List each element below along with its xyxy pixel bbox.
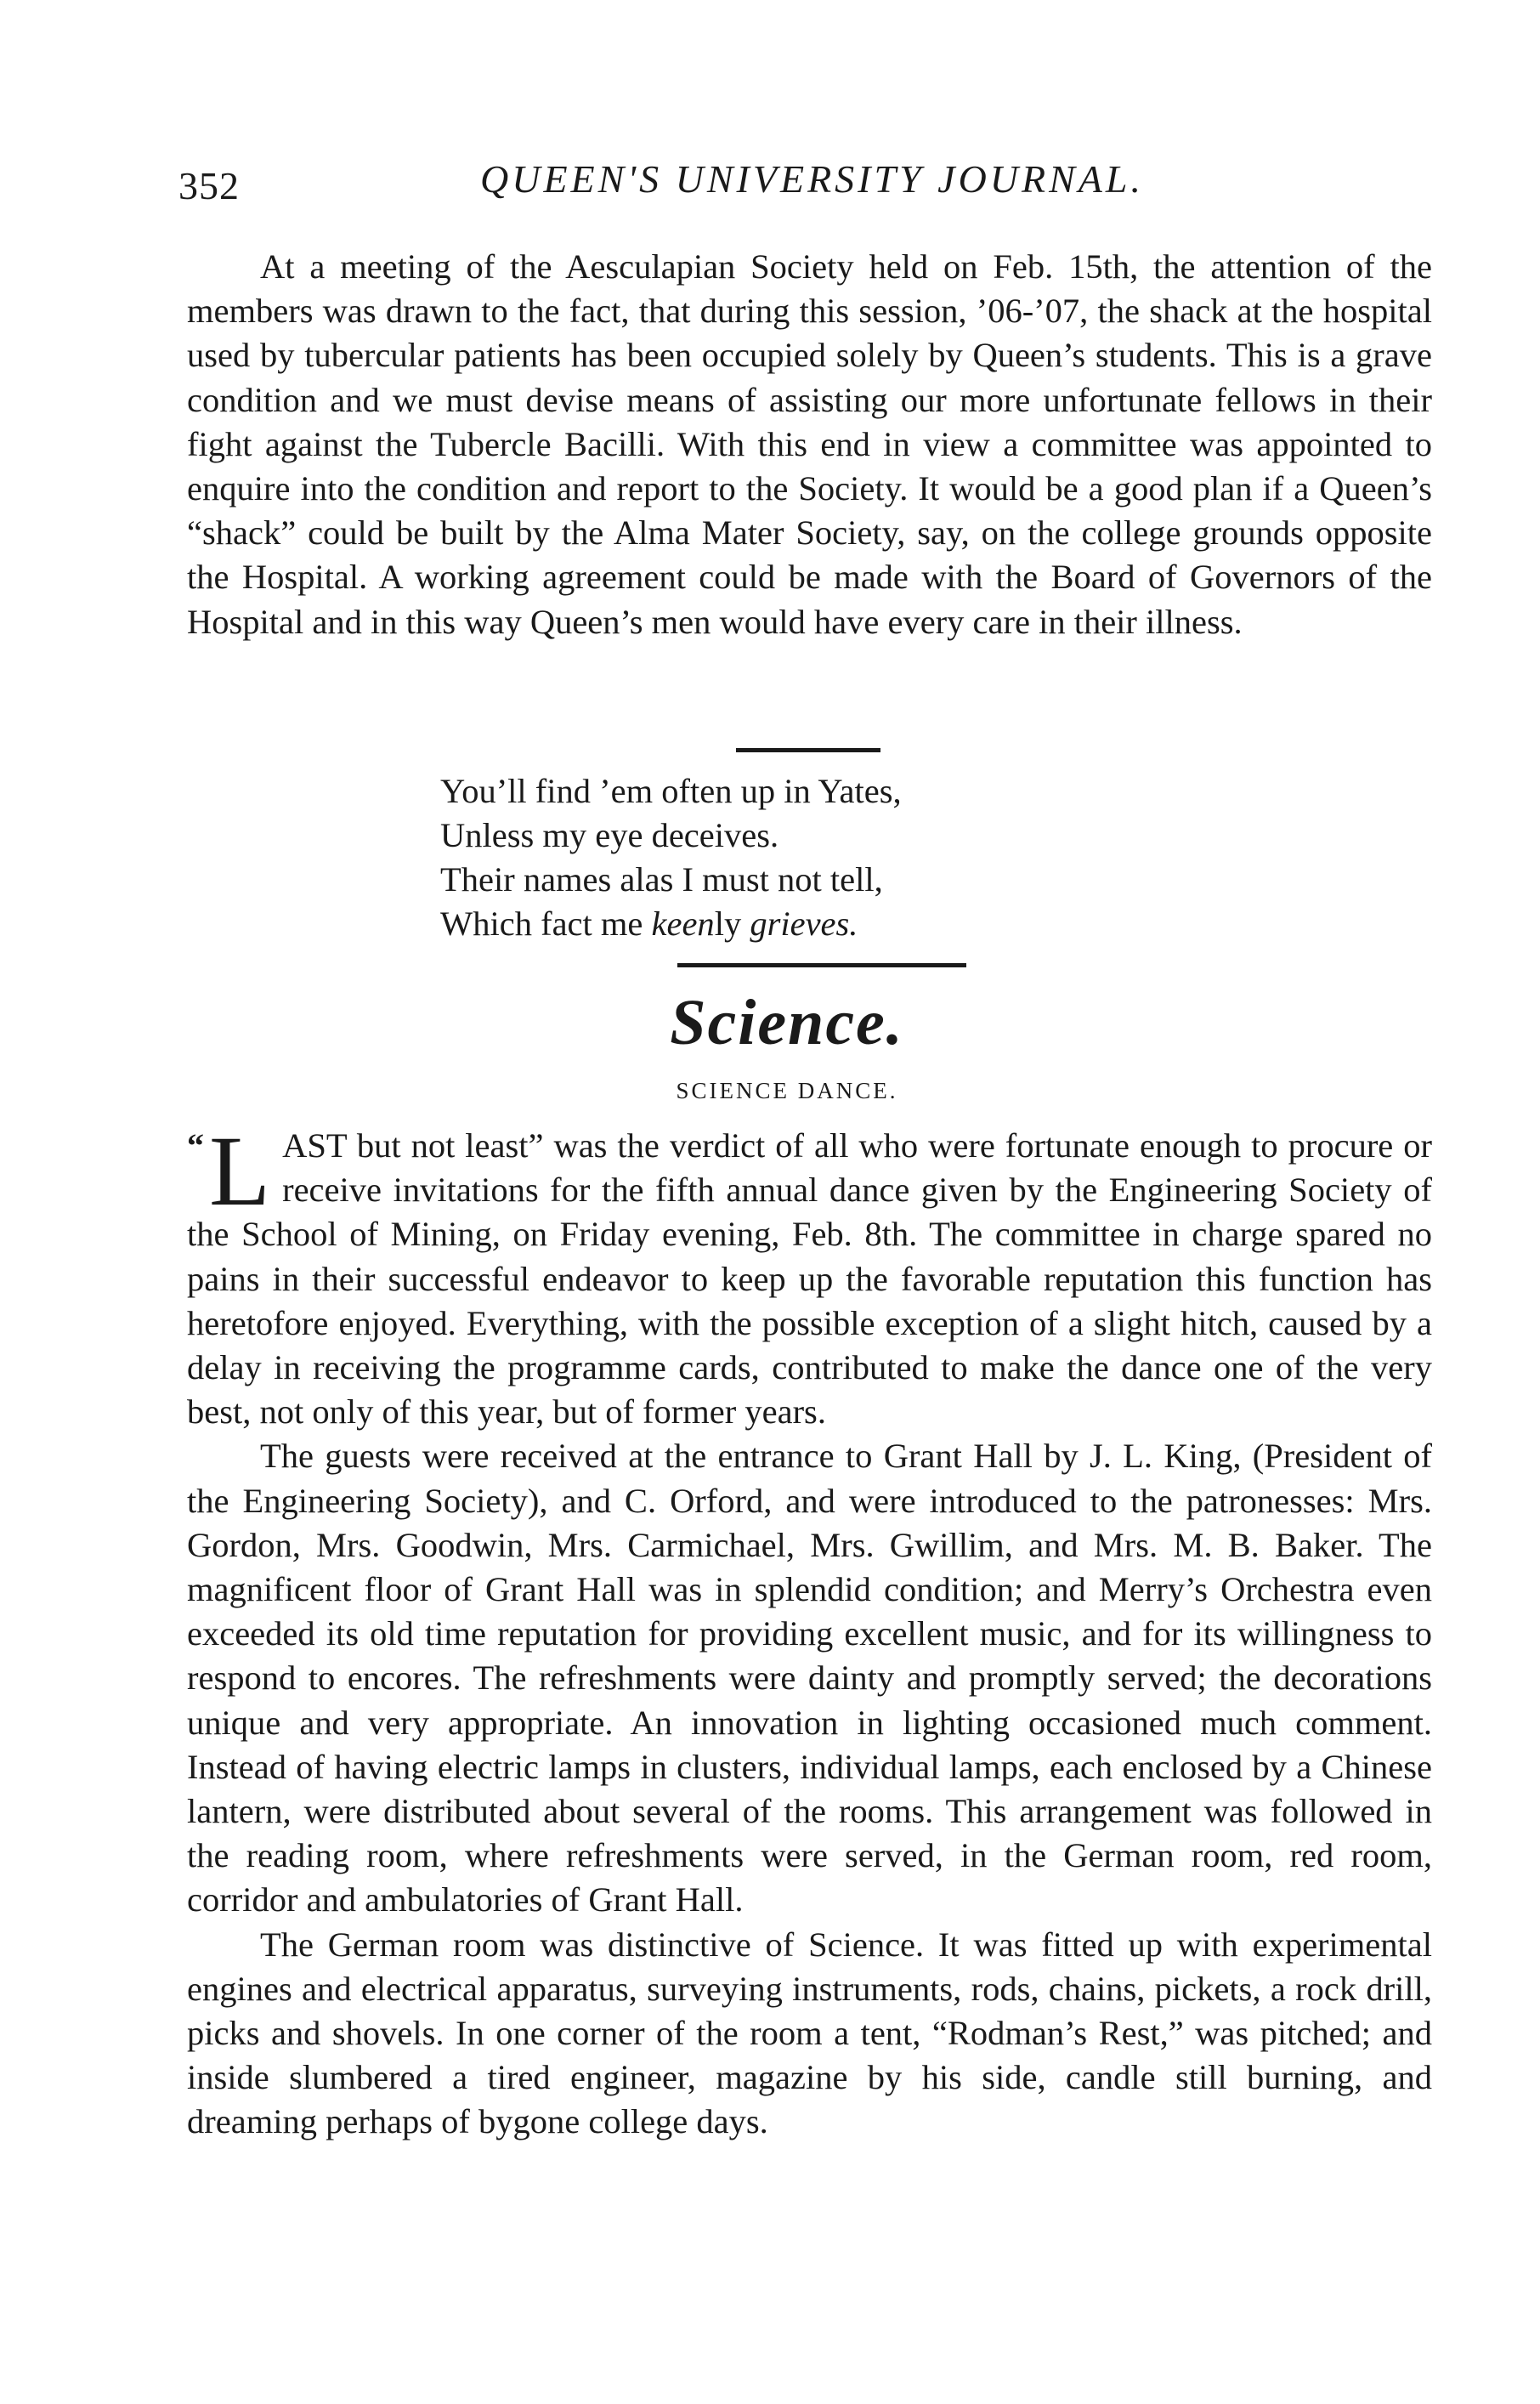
section-title: Science.	[670, 987, 904, 1058]
verse-line-2: Unless my eye deceives.	[440, 816, 779, 854]
verse-line-4	[440, 902, 902, 946]
science-article	[187, 1115, 1432, 2145]
long-divider-rule	[677, 963, 966, 967]
drop-cap-letter: L	[209, 1115, 271, 1227]
verse-line-3: Their names alas I must not tell,	[440, 860, 883, 899]
aesculapian-paragraph-block	[187, 245, 1432, 644]
verse-line-4-middle: ly	[714, 904, 750, 943]
aesculapian-paragraph: At a meeting of the Aesculapian Society held on Feb. 15th, the attention of the members was drawn to the fact, that during this session, ’06-’07, the shack at the hospital used by tubercular patients has been occupied solely by Queen’s students. This is a grave condition and we must devise means of assisting our more unfortunate fellows in their fight against the Tubercle Bacilli. With this end in view a committee was appointed to enquire into the condition and report to the Society. It would be a good plan if a Queen’s “shack” could be built by the Alma Mater Society, say, on the college grounds opposite the Hospital. A working agreement could be made with the Board of Governors of the Hospital and in this way Queen’s men would have every care in their illness.	[187, 247, 1432, 641]
science-paragraph-1	[187, 1115, 1432, 1434]
verse-line-4-italic-keen: keen	[651, 904, 715, 943]
science-paragraph-3: The German room was distinctive of Science. It was fitted up with experimental engines and electrical apparatus, surveying instruments, rods, chains, pickets, a rock drill, picks and shovels. In one corner of the room a tent, “Rodman’s Rest,” was pitched; and inside slumbered a tired engineer, magazine by his side, candle still burning, and dreaming perhaps of bygone college days.	[187, 1925, 1432, 2141]
verse-line-4-start: Which fact me	[440, 904, 652, 943]
science-paragraph-1-text: AST but not least” was the verdict of all who were fortunate enough to procure or receive invitations for the fifth annual dance given by the Engineering Society of the School of Mining, on Friday evening, Feb. 8th. The committee in charge spared no pains in their successful endeavor to keep up the favorable reputation this function has heretofore enjoyed. Everything, with the possible exception of a slight hitch, caused by a delay in receiving the programme cards, contributed to make the dance one of the very best, not only of this year, but of former years.	[187, 1126, 1432, 1432]
verse-line-1: You’ll find ’em often up in Yates,	[440, 772, 902, 810]
verse-stanza	[440, 769, 902, 946]
verse-line-4-italic-grieves: grieves.	[750, 904, 858, 943]
page-number: 352	[178, 164, 240, 207]
running-title: QUEEN'S UNIVERSITY JOURNAL.	[480, 157, 1144, 201]
section-subheading: SCIENCE DANCE.	[676, 1078, 898, 1103]
opening-quote-mark: “	[187, 1126, 204, 1165]
science-paragraph-2: The guests were received at the entrance to Grant Hall by J. L. King, (President of the Engineering Society), and C. Orford, and were introduced to the patronesses: Mrs. Gordon, Mrs. Goodwin, Mrs. Carmichael, Mrs. Gwillim, and Mrs. M. B. Baker. The magnificent floor of Grant Hall was in splendid condition; and Merry’s Orchestra even exceeded its old time reputation for providing excellent music, and for its willingness to respond to encores. The refreshments were dainty and promptly served; the decorations unique and very appropriate. An innovation in lighting occasioned much comment. Instead of having electric lamps in clusters, individual lamps, each enclosed by a Chinese lantern, were distributed about several of the rooms. This arrangement was followed in the reading room, where refreshments were served, in the German room, red room, corridor and ambulatories of Grant Hall.	[187, 1437, 1432, 1919]
page-header	[178, 151, 1453, 211]
short-divider-rule	[736, 748, 880, 752]
